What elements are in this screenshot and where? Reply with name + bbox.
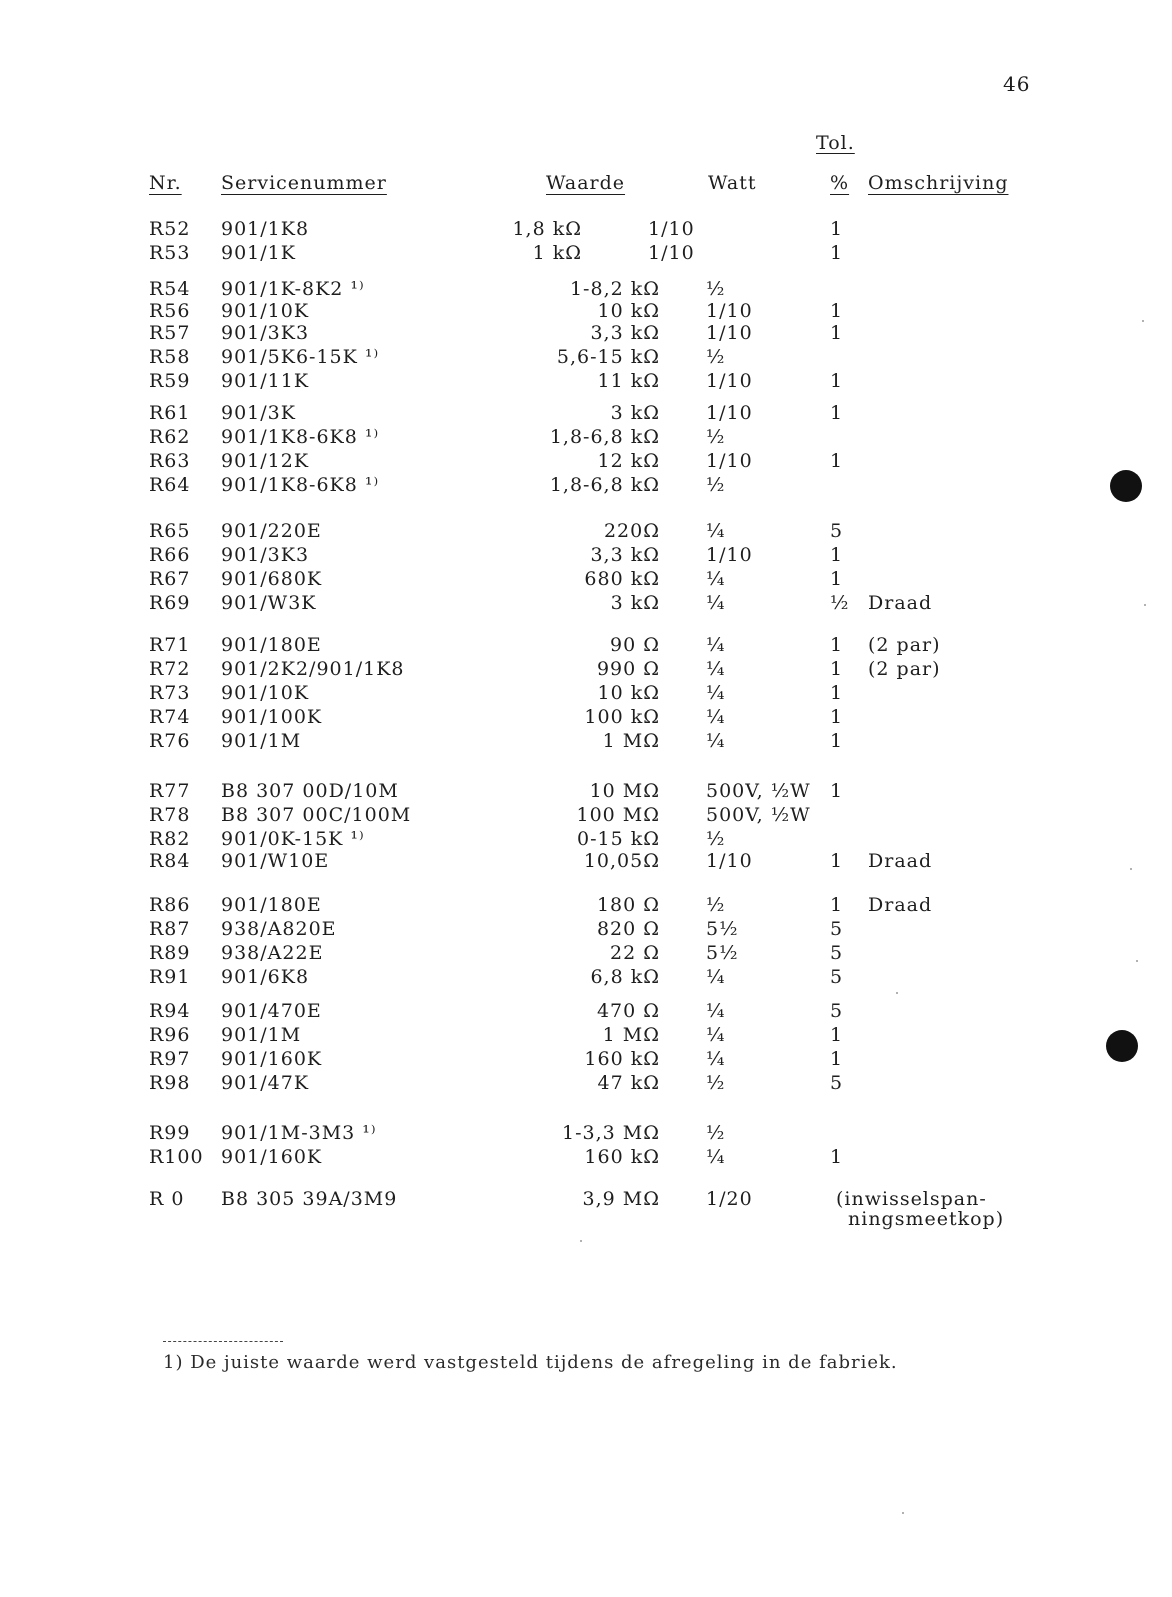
- row-servicenummer: 901/3K: [221, 402, 296, 424]
- row-waarde: 3 kΩ: [610, 592, 660, 614]
- row-tolerance: 1: [830, 634, 844, 656]
- row-servicenummer: 901/1M: [221, 730, 302, 752]
- row-tolerance: 1: [830, 1048, 844, 1070]
- row-tolerance: 1: [830, 450, 844, 472]
- row-watt: 1/10: [706, 450, 753, 472]
- row-watt: ½: [706, 278, 726, 300]
- row-servicenummer: 901/12K: [221, 450, 310, 472]
- row-waarde: 100 kΩ: [584, 706, 660, 728]
- header-tol-pct: %: [830, 172, 850, 194]
- row-watt: ¼: [706, 592, 726, 614]
- row-watt: ½: [706, 828, 726, 850]
- scan-speck: [1142, 320, 1144, 322]
- row-waarde: 1,8 kΩ: [512, 218, 582, 240]
- row-nr: R82: [149, 828, 191, 850]
- row-tolerance: 1: [830, 780, 844, 802]
- row-servicenummer: 901/3K3: [221, 544, 310, 566]
- row-tolerance: 5: [830, 966, 844, 988]
- row-waarde: 220Ω: [603, 520, 660, 542]
- row-tolerance: 1: [830, 568, 844, 590]
- row-nr: R87: [149, 918, 191, 940]
- header-nr: Nr.: [149, 172, 182, 194]
- row-watt: 1/10: [648, 242, 695, 264]
- row-watt: ½: [706, 474, 726, 496]
- scan-speck: [580, 1240, 582, 1242]
- row-nr: R63: [149, 450, 191, 472]
- row-servicenummer: 901/W10E: [221, 850, 330, 872]
- row-watt: 1/20: [706, 1188, 753, 1210]
- row-tolerance: 1: [830, 300, 844, 322]
- row-waarde: 160 kΩ: [584, 1048, 660, 1070]
- row-servicenummer: 938/A820E: [221, 918, 337, 940]
- row-servicenummer: 901/680K: [221, 568, 323, 590]
- footnote: 1) De juiste waarde werd vastgesteld tijdens de afregeling in de fabriek.: [163, 1352, 898, 1373]
- row-watt: ¼: [706, 682, 726, 704]
- row-nr: R78: [149, 804, 191, 826]
- row-tolerance: 1: [830, 730, 844, 752]
- row-watt: ½: [706, 1072, 726, 1094]
- row-waarde: 1,8-6,8 kΩ: [549, 426, 660, 448]
- row-servicenummer: B8 305 39A/3M9: [221, 1188, 398, 1210]
- row-watt: ¼: [706, 1024, 726, 1046]
- row-nr: R77: [149, 780, 191, 802]
- row-watt: ¼: [706, 706, 726, 728]
- row-nr: R56: [149, 300, 191, 322]
- row-nr: R74: [149, 706, 191, 728]
- row-waarde: 1-8,2 kΩ: [569, 278, 660, 300]
- page-number: 46: [1003, 72, 1031, 96]
- row-nr: R61: [149, 402, 191, 424]
- row-watt: 1/10: [706, 370, 753, 392]
- row-nr: R64: [149, 474, 191, 496]
- row-nr: R100: [149, 1146, 204, 1168]
- row-waarde: 1 MΩ: [602, 730, 660, 752]
- row-watt: ¼: [706, 520, 726, 542]
- row-watt: ¼: [706, 568, 726, 590]
- row-waarde: 100 MΩ: [576, 804, 660, 826]
- row-waarde: 47 kΩ: [597, 1072, 660, 1094]
- row-watt: ¼: [706, 634, 726, 656]
- row-nr: R62: [149, 426, 191, 448]
- row-waarde: 3 kΩ: [610, 402, 660, 424]
- scan-speck: [896, 992, 898, 994]
- row-servicenummer: 901/47K: [221, 1072, 310, 1094]
- row-watt: 1/10: [706, 402, 753, 424]
- row-waarde: 5,6-15 kΩ: [556, 346, 660, 368]
- row-nr: R99: [149, 1122, 191, 1144]
- row-servicenummer: 901/10K: [221, 300, 310, 322]
- row-nr: R97: [149, 1048, 191, 1070]
- row-nr: R66: [149, 544, 191, 566]
- punch-hole-bottom: [1106, 1030, 1138, 1062]
- row-nr: R54: [149, 278, 191, 300]
- row-tolerance: 1: [830, 1146, 844, 1168]
- row-nr: R69: [149, 592, 191, 614]
- row-watt: 1/10: [706, 300, 753, 322]
- row-nr: R58: [149, 346, 191, 368]
- row-tolerance: 1: [830, 1024, 844, 1046]
- row-servicenummer: 901/180E: [221, 894, 322, 916]
- row-waarde: 10 kΩ: [597, 682, 660, 704]
- row-nr: R67: [149, 568, 191, 590]
- row-servicenummer: B8 307 00D/10M: [221, 780, 399, 802]
- row-servicenummer: 901/6K8: [221, 966, 310, 988]
- row-waarde: 180 Ω: [596, 894, 660, 916]
- row-nr: R84: [149, 850, 191, 872]
- row-servicenummer: 901/3K3: [221, 322, 310, 344]
- row-nr: R94: [149, 1000, 191, 1022]
- row-nr: R 0: [149, 1188, 185, 1210]
- row-nr: R72: [149, 658, 191, 680]
- row-servicenummer: 901/160K: [221, 1048, 323, 1070]
- row-nr: R57: [149, 322, 191, 344]
- row-tolerance: 1: [830, 658, 844, 680]
- row-tolerance: 1: [830, 682, 844, 704]
- row-waarde: 1 kΩ: [532, 242, 582, 264]
- row-servicenummer: 901/100K: [221, 706, 323, 728]
- row-servicenummer: 901/160K: [221, 1146, 323, 1168]
- row-servicenummer: 901/1K8: [221, 218, 310, 240]
- row-servicenummer: 901/1K: [221, 242, 296, 264]
- row-servicenummer: 901/5K6-15K ¹⁾: [221, 346, 380, 368]
- row-watt: 1/10: [706, 850, 753, 872]
- row-waarde: 90 Ω: [610, 634, 660, 656]
- row-servicenummer: 901/470E: [221, 1000, 322, 1022]
- row-waarde: 0-15 kΩ: [577, 828, 660, 850]
- row-tolerance: 5: [830, 520, 844, 542]
- row-waarde: 22 Ω: [610, 942, 660, 964]
- row-nr: R52: [149, 218, 191, 240]
- row-waarde: 11 kΩ: [597, 370, 660, 392]
- row-watt: ¼: [706, 730, 726, 752]
- row-watt: ¼: [706, 658, 726, 680]
- row-omschrijving: (inwisselspan-: [836, 1188, 987, 1210]
- row-waarde: 10 kΩ: [597, 300, 660, 322]
- row-waarde: 6,8 kΩ: [590, 966, 660, 988]
- row-watt: 500V, ½W: [706, 780, 811, 802]
- row-watt: ¼: [706, 966, 726, 988]
- row-tolerance: 5: [830, 1000, 844, 1022]
- row-tolerance: 1: [830, 402, 844, 424]
- row-watt: 5½: [706, 918, 739, 940]
- scan-speck: [1144, 604, 1146, 606]
- row-watt: 1/10: [648, 218, 695, 240]
- row-waarde: 3,3 kΩ: [590, 544, 660, 566]
- row-nr: R96: [149, 1024, 191, 1046]
- row-servicenummer: 901/1M-3M3 ¹⁾: [221, 1122, 377, 1144]
- row-waarde: 820 Ω: [596, 918, 660, 940]
- scan-speck: [902, 1512, 904, 1514]
- row-servicenummer: 901/1K8-6K8 ¹⁾: [221, 426, 380, 448]
- row-servicenummer: 901/10K: [221, 682, 310, 704]
- row-waarde: 10 MΩ: [589, 780, 660, 802]
- row-nr: R86: [149, 894, 191, 916]
- row-watt: ½: [706, 346, 726, 368]
- row-nr: R65: [149, 520, 191, 542]
- row-omschrijving: (2 par): [868, 634, 941, 656]
- row-waarde: 3,9 MΩ: [582, 1188, 660, 1210]
- row-servicenummer: 901/220E: [221, 520, 322, 542]
- header-watt: Watt: [708, 172, 757, 194]
- row-watt: ¼: [706, 1000, 726, 1022]
- row-omschrijving: Draad: [868, 894, 933, 916]
- row-watt: 1/10: [706, 322, 753, 344]
- row-tolerance: 5: [830, 918, 844, 940]
- r0-description-cont: ningsmeetkop): [848, 1208, 1005, 1230]
- row-nr: R59: [149, 370, 191, 392]
- row-watt: ½: [706, 894, 726, 916]
- row-omschrijving: (2 par): [868, 658, 941, 680]
- row-tolerance: 1: [830, 706, 844, 728]
- row-waarde: 1,8-6,8 kΩ: [549, 474, 660, 496]
- row-omschrijving: Draad: [868, 592, 933, 614]
- row-tolerance: 1: [830, 894, 844, 916]
- row-waarde: 12 kΩ: [597, 450, 660, 472]
- row-waarde: 160 kΩ: [584, 1146, 660, 1168]
- row-servicenummer: B8 307 00C/100M: [221, 804, 412, 826]
- row-nr: R71: [149, 634, 191, 656]
- row-tolerance: 1: [830, 370, 844, 392]
- row-nr: R53: [149, 242, 191, 264]
- header-omschrijving: Omschrijving: [868, 172, 1009, 194]
- row-watt: 500V, ½W: [706, 804, 811, 826]
- row-omschrijving: Draad: [868, 850, 933, 872]
- tolerance-header-top: Tol.: [816, 132, 855, 154]
- scan-speck: [1130, 868, 1132, 870]
- row-waarde: 1 MΩ: [602, 1024, 660, 1046]
- punch-hole-top: [1110, 470, 1142, 502]
- header-waarde: Waarde: [546, 172, 626, 194]
- scan-speck: [1136, 960, 1138, 962]
- row-servicenummer: 901/11K: [221, 370, 310, 392]
- row-watt: 1/10: [706, 544, 753, 566]
- row-tolerance: 5: [830, 1072, 844, 1094]
- row-tolerance: 5: [830, 942, 844, 964]
- row-servicenummer: 901/180E: [221, 634, 322, 656]
- row-nr: R76: [149, 730, 191, 752]
- row-watt: 5½: [706, 942, 739, 964]
- row-tolerance: 1: [830, 242, 844, 264]
- row-waarde: 10,05Ω: [583, 850, 660, 872]
- row-watt: ½: [706, 1122, 726, 1144]
- row-servicenummer: 901/W3K: [221, 592, 317, 614]
- row-waarde: 680 kΩ: [584, 568, 660, 590]
- row-tolerance: 1: [830, 322, 844, 344]
- row-servicenummer: 901/0K-15K ¹⁾: [221, 828, 365, 850]
- row-servicenummer: 901/1K-8K2 ¹⁾: [221, 278, 365, 300]
- row-waarde: 1-3,3 MΩ: [562, 1122, 660, 1144]
- row-watt: ¼: [706, 1146, 726, 1168]
- row-tolerance: 1: [830, 218, 844, 240]
- row-nr: R73: [149, 682, 191, 704]
- row-tolerance: 1: [830, 544, 844, 566]
- row-waarde: 3,3 kΩ: [590, 322, 660, 344]
- row-tolerance: 1: [830, 850, 844, 872]
- row-waarde: 990 Ω: [596, 658, 660, 680]
- header-servicenummer: Servicenummer: [221, 172, 387, 194]
- row-servicenummer: 901/2K2/901/1K8: [221, 658, 405, 680]
- row-servicenummer: 901/1M: [221, 1024, 302, 1046]
- row-nr: R91: [149, 966, 191, 988]
- row-watt: ½: [706, 426, 726, 448]
- row-servicenummer: 901/1K8-6K8 ¹⁾: [221, 474, 380, 496]
- row-waarde: 470 Ω: [596, 1000, 660, 1022]
- row-nr: R89: [149, 942, 191, 964]
- row-servicenummer: 938/A22E: [221, 942, 324, 964]
- row-watt: ¼: [706, 1048, 726, 1070]
- footnote-divider: [163, 1341, 283, 1342]
- row-tolerance: ½: [830, 592, 850, 614]
- row-nr: R98: [149, 1072, 191, 1094]
